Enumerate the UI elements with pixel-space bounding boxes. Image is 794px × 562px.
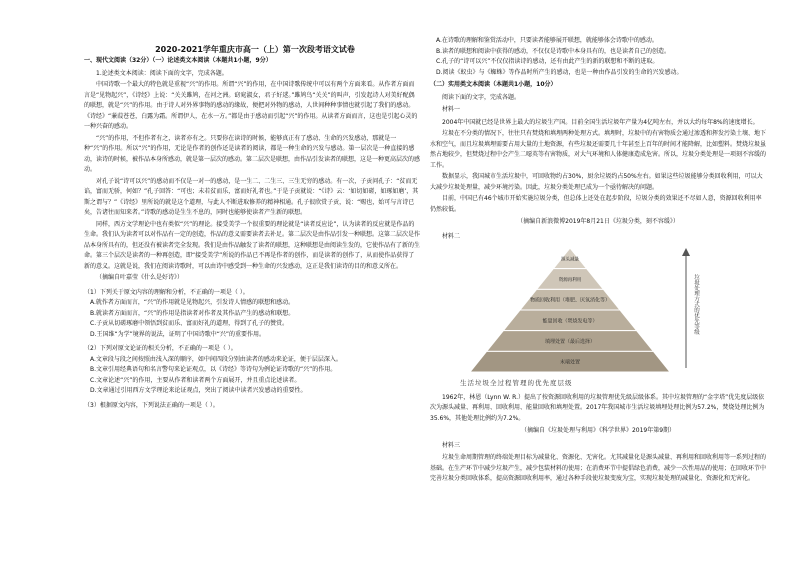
pyramid-layer-label: 能量回收（焚烧发电等） (542, 318, 598, 325)
answer-option: C.文章论述“兴”的作用，主要从作者和读者两个方面展开，并且重点论述读者。 (90, 376, 301, 384)
material2-text: 1962年，林恩（Lynn W. R.）提出了按资源回收利用的垃圾管理优先级层级体系。其中垃圾管理的“金字塔”优先度层级依次为源头减量、再利用、回收利用、能量回收和填埋处置。2017年我国城市生活垃圾填埋处理比例为57.2%，焚烧处理比例为35.6%，其他处理比例约为7.2%。 (430, 393, 765, 422)
pyramid-layer-label: 填埋处置（最后选择） (544, 339, 596, 345)
question-3-options (430, 36, 766, 78)
answer-option: A.在诗歌的理解和鉴赏活动中，只要读者能够展开联想，就能够体会诗歌中的感动。 (436, 37, 658, 44)
question-2-options (84, 355, 420, 397)
material3-label: 材料三 (442, 441, 461, 449)
material-paragraph: 2004年中国就已经是世界上最大的垃圾生产国。目前全国生活垃圾年产量为4亿吨左右，并以大约每年8%的速度增长。 (442, 118, 759, 126)
material-paragraph: 目前，中国已有46个城市开始实施垃圾分类，但总体上还处在起步阶段，垃圾分类的效果还不尽如人意，资源回收利用率仍然较低。 (430, 195, 762, 213)
pyramid-layer-label: 物质回收利用（堆肥、厌氧消化等） (529, 297, 611, 304)
pyramid-layer-label: 源头减量 (561, 257, 579, 263)
answer-option: A.就作者方面而言，“兴”的作用就是见物起兴，引发诗人情感的联想和感动。 (90, 299, 295, 306)
pyramid-caption: 生活垃圾全过程管理的优先度层级 (460, 379, 573, 387)
section2-intro: 阅读下面的文字，完成各题。 (442, 93, 521, 101)
answer-option: B.读者的联想和阅读中获得的感动，不仅仅是诗歌中本身具有的，也是读者自己的创造。 (436, 47, 671, 55)
answer-option: D.王国维“为学”境界的说法，证明了中国诗歌中“兴”的重要作用。 (90, 330, 265, 338)
question-2 (84, 344, 420, 397)
passage-paragraph: （摘编自叶嘉莹《什么是好诗》） (96, 274, 184, 281)
answer-option: A.文章段与段之间按照由浅入深的顺序，如中间四段分别由读者的感动来论证，便于层层深入。 (90, 355, 342, 363)
answer-option: D.文章通过引用西方文学理论来论证观点，突出了阅读中读者兴发感动的重要性。 (90, 387, 307, 394)
section2-heading: （二）实用类文本阅读（本题共1小题，10分） (430, 81, 557, 88)
passage-paragraph: 对孔子说“诗可以兴”的感动而不仅是一对一的感动，是一生二、二生三、三生无穷的感动。有一次，子贡问孔子：“贫而无谄，富而无骄，何如？”孔子回答：“可也；未若贫而乐，富而好礼者也。”于是子贡就说：“《诗》云：‘如切如磋，如琢如磨’，其斯之谓与？”《诗经》里所说的就是这个道理，与此人不断进取修养的精神相通。孔子很欣赏子贡，说：“赐也，始可与言诗已矣，告诸往而知来者。”诗歌的感动是生生不息的，同时也能够使读者产生新的联想。 (84, 177, 419, 216)
material1-source: （摘编自新浪微博2019年8月21日《垃圾分类，刻不容缓》） (517, 218, 679, 225)
pyramid-layer-label: 末端处置 (559, 359, 581, 366)
passage-paragraph: 1.论述类文本阅读：阅读下面的文字，完成各题。 (96, 69, 228, 77)
question-1 (84, 288, 420, 341)
question-1-stem: （1）下列关于原文内容的理解和分析，不正确的一项是（ ）。 (84, 288, 249, 296)
question-3 (84, 401, 420, 412)
question-3-stem: （3）根据原文内容，下列说法正确的一项是（ ）。 (84, 401, 219, 409)
material-paragraph: 数据显示，我国城市生活垃圾中，可回收物约占30%，厨余垃圾约占50%左右。如果这些垃圾能够分类回收利用，可以大大减少垃圾处理量，减少环境污染。因此，垃圾分类处理已成为一个亟待解决的问题。 (430, 173, 763, 191)
answer-option: C.孔子的“诗可以兴”不仅仅指读诗的感动，还有由此产生的新的联想和不断的进取。 (436, 58, 659, 65)
question-2-stem: （2）下列对原文论证的相关分析，不正确的一项是（ ）。 (84, 345, 237, 352)
answer-option: B.文章引用经典语句和名言警句来论证观点，以《诗经》等诗句为例论证诗歌的“兴”的作用。 (90, 366, 337, 373)
material3-text: 垃圾生命周期管理的终端处理目标为减量化、资源化、无害化。尤其减量化是源头减量、再利用和回收利用等一系列过程的基础。在生产环节中减少垃圾产生，减少包装材料的使用；在消费环节中提倡绿色消费，减少一次性用品的使用；在回收环节中完善垃圾分类回收体系，提高资源回收利用率，通过各种手段使垃圾变废为宝，实现垃圾处理的减量化、资源化和无害化。 (430, 454, 767, 482)
pyramid-layer-label: 资源再利用 (558, 278, 582, 283)
answer-option: D.阅读《蚁虫》与《蜘蛛》等作品时所产生的感动，也是一种由作品引发的生命的兴发感动。 (436, 68, 683, 76)
pyramid-figure (460, 244, 720, 376)
passage-paragraph: 中国诗歌一个最大的特色就是重视“兴”的作用。所谓“兴”的作用，在中国诗歌传统中可以有两个方面来看。从作者方面而言是“见物起兴”，《诗经》上说：“关关雎鸠，在河之洲。窈窕淑女，君子好逑。”雎鸠鸟“关关”的叫声，引发起诗人对美好配偶的联想，就是“兴”的作用。由于诗人对外界事物的感动的缘故，便把对外物的感动，人世间种种事情也就引起了我们的感动。《诗经》“蒹葭苍苍，白露为霜。所谓伊人，在水一方。”都是由于感动而引起“兴”的作用。从读者方面而言，这也是引起心灵的一种兴奋的感动。 (84, 81, 418, 130)
answer-option: B.就读者方面而言，“兴”的作用是指读者对作者及其作品产生的感动和联想。 (90, 309, 295, 317)
material2-source: （摘编自《垃圾处理与利用》《科学世界》2019年第9期） (520, 427, 676, 434)
passage-paragraph: “兴”的作用，不但作者有之，读者亦有之。只要你在读诗的时候，能够真正有了感动、生命的兴发感动，那就是一种“兴”的作用。所以“兴”的作用，无论是作者的创作还是读者的阅读，都是一种生命的兴发与感动。第一层次是一种直接的感动，读诗的时候，被作品本身所感动，就是第一层次的感动。第二层次是联想，由作品引发读者的联想，这是一种更高层次的感动。 (84, 134, 421, 173)
right-column (430, 36, 766, 486)
material-paragraph: 垃圾在不分类的情况下，往往只有焚烧和填埋两种处理方式。填埋时，垃圾中的有害物质会通过渗透和挥发污染土壤、地下水和空气，而且垃圾填埋需要占用大量的土地资源，有些垃圾还需要几十年甚至上百年的时间才能降解，比如塑料。焚烧垃圾虽然占地较少，但焚烧过程中会产生二噁英等有害物质，对大气环境和人体健康造成危害。所以，垃圾分类处理是一项刻不容缓的工作。 (430, 130, 767, 169)
exam-title: 2020-2021学年重庆市高一（上）第一次段考语文试卷 (155, 45, 355, 54)
question-1-options (84, 298, 420, 340)
material1-text (430, 118, 766, 216)
passage-paragraph: 同样，西方文学理论中也有类似“兴”的理论。接受美学一个很重要的理论就是“读者反应论”，认为读者的反应就是作品的生命。我们认为读者可以对作品有一定的创造，作品的意义需要读者去补足。第二层次是由作品引发一种联想。这第二层次是作品本身所具有的，但还没有被读者完全发现。我们是由作品触发了读者的联想，这种联想是由阅读生发的，它使作品有了新的生命。第三个层次是读者的一种再创造，即“接受美学”所说的作品已不再是作者的创作，而是读者的创作了，从而使作品获得了新的意义。这就是说，我们在阅读诗歌时，可以由诗中感受到一种生命的兴发感动，这正是我们读诗的目的和意义所在。 (84, 220, 421, 270)
passage-text (84, 69, 420, 284)
material1-label: 材料一 (442, 106, 461, 113)
material2-label: 材料二 (442, 232, 461, 240)
section1-heading: 一、现代文阅读（32分）（一）论述类文本阅读（本题共1小题，9分） (84, 57, 272, 64)
priority-label: 垃圾处理方式的优先等级 (693, 274, 699, 335)
left-column (84, 40, 420, 413)
pyramid-diagram (460, 244, 720, 376)
answer-option: C.子贡从切磋琢磨中领悟到贫而乐、富而好礼的道理，得到了孔子的赞赏。 (90, 320, 289, 327)
arrow-head-icon (682, 248, 690, 256)
